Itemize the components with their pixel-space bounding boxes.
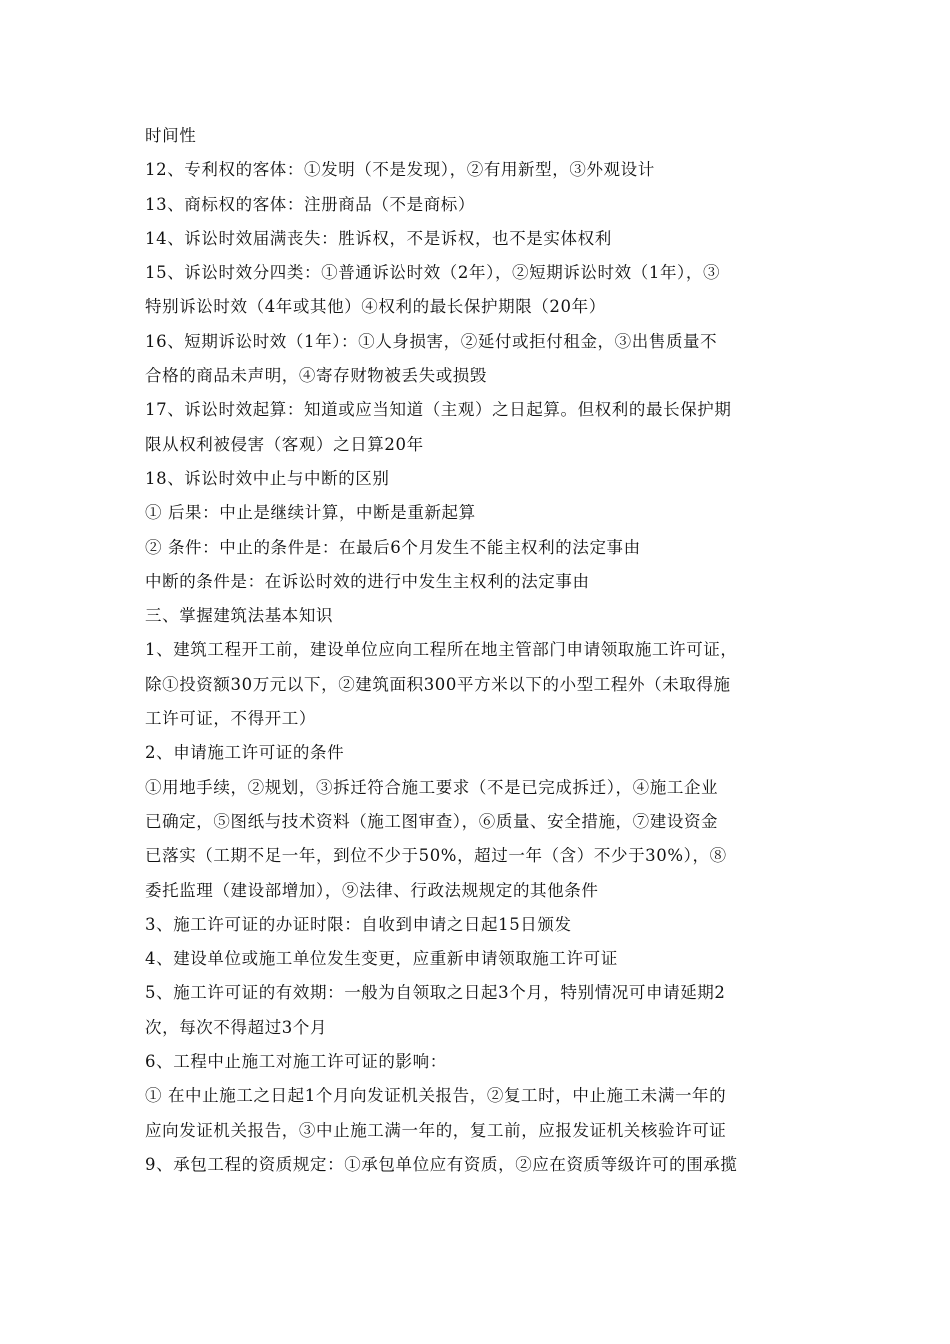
text-line: 12、专利权的客体：①发明（不是发现），②有用新型，③外观设计 xyxy=(145,160,655,180)
text-line: ① 后果：中止是继续计算，中断是重新起算 xyxy=(145,503,476,523)
text-line: 已落实（工期不足一年，到位不少于50%，超过一年（含）不少于30%），⑧ xyxy=(145,846,727,866)
text-line: 17、诉讼时效起算：知道或应当知道（主观）之日起算。但权利的最长保护期 xyxy=(145,400,732,420)
text-line: 合格的商品未声明，④寄存财物被丢失或损毁 xyxy=(145,366,487,386)
text-line: 15、诉讼时效分四类：①普通诉讼时效（2年），②短期诉讼时效（1年），③ xyxy=(145,263,721,283)
text-line: 5、施工许可证的有效期：一般为自领取之日起3个月，特别情况可申请延期2 xyxy=(145,983,726,1003)
text-line: 13、商标权的客体：注册商品（不是商标） xyxy=(145,194,475,214)
text-line: 6、工程中止施工对施工许可证的影响： xyxy=(145,1052,447,1072)
text-line: 次，每次不得超过3个月 xyxy=(145,1017,328,1037)
text-line: 1、建筑工程开工前，建设单位应向工程所在地主管部门申请领取施工许可证， xyxy=(145,640,738,660)
text-line: 2、申请施工许可证的条件 xyxy=(145,743,345,763)
text-line: 除①投资额30万元以下，②建筑面积300平方米以下的小型工程外（未取得施 xyxy=(145,674,731,694)
section-heading: 三、掌握建筑法基本知识 xyxy=(145,606,334,626)
text-line: 3、施工许可证的办证时限：自收到申请之日起15日颁发 xyxy=(145,914,572,934)
text-line: ① 在中止施工之日起1个月向发证机关报告，②复工时，中止施工未满一年的 xyxy=(145,1086,727,1106)
text-line: ② 条件：中止的条件是：在最后6个月发生不能主权利的法定事由 xyxy=(145,537,641,557)
text-line: 16、短期诉讼时效（1年）：①人身损害，②延付或拒付租金，③出售质量不 xyxy=(145,331,718,351)
text-line: 4、建设单位或施工单位发生变更，应重新申请领取施工许可证 xyxy=(145,949,618,969)
document-page xyxy=(145,119,810,1182)
text-line: 工许可证，不得开工） xyxy=(145,709,316,729)
text-line: 已确定，⑤图纸与技术资料（施工图审查），⑥质量、安全措施，⑦建设资金 xyxy=(145,811,719,831)
text-line: 限从权利被侵害（客观）之日算20年 xyxy=(145,434,424,454)
text-line: 14、诉讼时效届满丧失：胜诉权，不是诉权，也不是实体权利 xyxy=(145,228,612,248)
text-line: 委托监理（建设部增加），⑨法律、行政法规规定的其他条件 xyxy=(145,880,599,900)
text-line: 18、诉讼时效中止与中断的区别 xyxy=(145,468,390,488)
text-line: 应向发证机关报告，③中止施工满一年的，复工前，应报发证机关核验许可证 xyxy=(145,1120,727,1140)
text-line: 9、承包工程的资质规定：①承包单位应有资质，②应在资质等级许可的围承揽 xyxy=(145,1154,738,1174)
text-line: 中断的条件是：在诉讼时效的进行中发生主权利的法定事由 xyxy=(145,571,590,591)
text-line: 时间性 xyxy=(145,126,197,145)
text-line: ①用地手续，②规划，③拆迁符合施工要求（不是已完成拆迁），④施工企业 xyxy=(145,777,719,797)
text-line: 特别诉讼时效（4年或其他）④权利的最长保护期限（20年） xyxy=(145,297,606,317)
